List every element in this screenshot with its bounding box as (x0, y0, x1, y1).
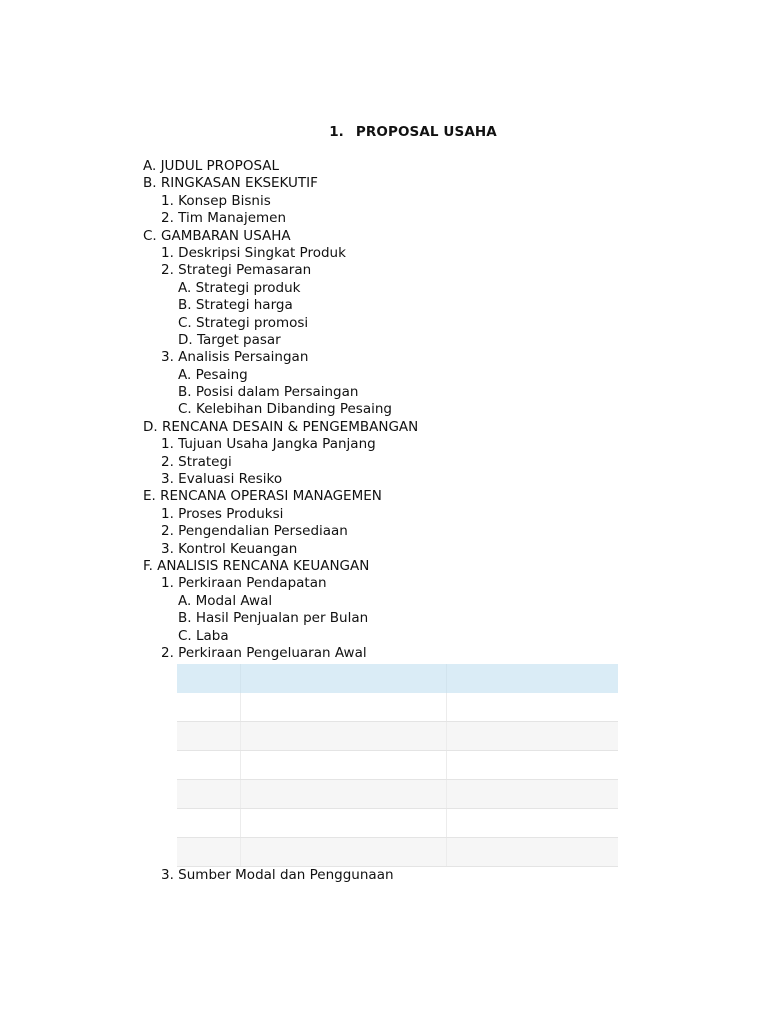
table-row (177, 693, 618, 722)
table-cell (177, 751, 241, 779)
outline-item: D. Target pasar (178, 331, 281, 348)
table-cell (241, 751, 447, 779)
table-cell (447, 838, 618, 866)
outline-item: 2. Strategi Pemasaran (161, 262, 312, 279)
table-cell (177, 838, 241, 866)
table-cell (177, 693, 241, 721)
title-text: PROPOSAL USAHA (355, 124, 497, 140)
expense-table (177, 664, 618, 867)
outline-item: 1. Konsep Bisnis (161, 192, 271, 209)
table-cell (241, 838, 447, 866)
outline-item: 1. Tujuan Usaha Jangka Panjang (161, 436, 376, 453)
outline-item: 2. Tim Manajemen (161, 210, 287, 227)
table-cell (447, 693, 618, 721)
table-cell (447, 722, 618, 750)
table-cell (177, 780, 241, 808)
outline-item: 3. Evaluasi Resiko (161, 471, 283, 488)
outline-item: 1. Proses Produksi (161, 505, 284, 522)
outline-item: B. RINGKASAN EKSEKUTIF (143, 175, 318, 192)
outline-item: 3. Analisis Persaingan (161, 349, 309, 366)
table-row (177, 780, 618, 809)
table-cell (241, 780, 447, 808)
table-cell (177, 809, 241, 837)
outline-item: C. Kelebihan Dibanding Pesaing (178, 401, 392, 418)
outline-item: E. RENCANA OPERASI MANAGEMEN (143, 488, 382, 505)
page-title (0, 122, 768, 142)
table-cell (447, 664, 618, 693)
table-cell (447, 780, 618, 808)
outline-item: B. Posisi dalam Persaingan (178, 384, 359, 401)
table-header-row (177, 664, 618, 693)
outline-item: A. JUDUL PROPOSAL (143, 158, 280, 174)
outline-item: A. Modal Awal (178, 592, 273, 609)
table-row (177, 722, 618, 751)
table-cell (241, 722, 447, 750)
table-cell (177, 722, 241, 750)
proposal-outline (143, 158, 418, 662)
table-cell (241, 693, 447, 721)
table-row (177, 838, 618, 867)
outline-item: C. Strategi promosi (178, 314, 309, 331)
table-row (177, 751, 618, 780)
table-cell (447, 751, 618, 779)
outline-item-sumber-modal: 3. Sumber Modal dan Penggunaan (161, 867, 394, 883)
outline-item: B. Strategi harga (178, 297, 293, 314)
outline-item: 2. Pengendalian Persediaan (161, 523, 348, 540)
outline-item: F. ANALISIS RENCANA KEUANGAN (143, 557, 370, 574)
outline-item: C. Laba (178, 627, 229, 644)
table-cell (177, 664, 241, 693)
outline-item: C. GAMBARAN USAHA (143, 227, 291, 244)
title-number: 1. (329, 124, 344, 140)
outline-item: 3. Kontrol Keuangan (161, 540, 298, 557)
outline-item: 2. Perkiraan Pengeluaran Awal (161, 644, 367, 661)
outline-item: 2. Strategi (161, 453, 232, 470)
outline-item: 1. Deskripsi Singkat Produk (161, 244, 346, 261)
outline-item: A. Pesaing (178, 366, 248, 383)
outline-item: 1. Perkiraan Pendapatan (161, 575, 327, 592)
outline-item: D. RENCANA DESAIN & PENGEMBANGAN (143, 418, 419, 435)
table-cell (447, 809, 618, 837)
table-row (177, 809, 618, 838)
table-cell (241, 809, 447, 837)
outline-item: B. Hasil Penjualan per Bulan (178, 610, 369, 627)
table-cell (241, 664, 447, 693)
outline-item: A. Strategi produk (178, 279, 301, 296)
